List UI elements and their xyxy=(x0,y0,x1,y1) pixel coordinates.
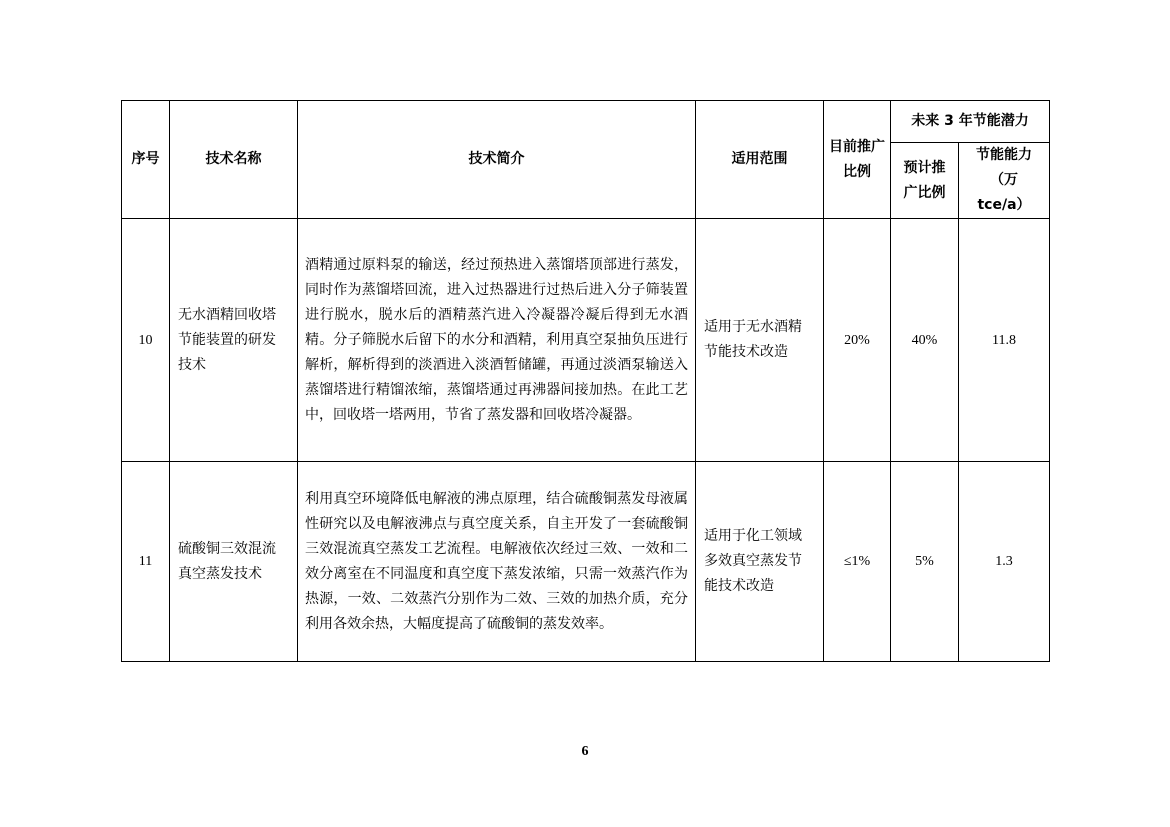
header-intro: 技术简介 xyxy=(298,101,696,219)
row-expected-ratio: 5% xyxy=(891,462,959,662)
table-row xyxy=(122,462,1050,662)
page-number: 6 xyxy=(581,744,589,759)
row-seq: 11 xyxy=(122,462,170,662)
row-current-ratio: ≤1% xyxy=(824,462,891,662)
row-seq: 10 xyxy=(122,219,170,462)
row-capacity: 1.3 xyxy=(959,462,1050,662)
header-name: 技术名称 xyxy=(170,101,298,219)
header-seq: 序号 xyxy=(122,101,170,219)
row-scope: 适用于无水酒精节能技术改造 xyxy=(696,219,824,462)
row-expected-ratio: 40% xyxy=(891,219,959,462)
row-scope: 适用于化工领域多效真空蒸发节能技术改造 xyxy=(696,462,824,662)
table-row xyxy=(122,219,1050,462)
header-current-ratio: 目前推广比例 xyxy=(824,101,891,219)
header-expected-ratio: 预计推广比例 xyxy=(891,143,959,219)
header-future-group: 未来 3 年节能潜力 xyxy=(891,101,1050,143)
row-current-ratio: 20% xyxy=(824,219,891,462)
row-capacity: 11.8 xyxy=(959,219,1050,462)
row-tech-name: 无水酒精回收塔节能装置的研发技术 xyxy=(170,219,298,462)
technology-table xyxy=(121,100,1050,662)
header-capacity: 节能能力（万 tce/a） xyxy=(959,143,1050,219)
header-row-top xyxy=(122,101,1050,143)
row-tech-intro: 酒精通过原料泵的输送，经过预热进入蒸馏塔顶部进行蒸发，同时作为蒸馏塔回流，进入过热器进行过热后进入分子筛装置进行脱水，脱水后的酒精蒸汽进入冷凝器冷凝后得到无水酒精。分子筛脱水后留下的水分和酒精，利用真空泵抽负压进行解析，解析得到的淡酒进入淡酒暂储罐，再通过淡酒泵输送入蒸馏塔进行精馏浓缩，蒸馏塔通过再沸器间接加热。在此工艺中，回收塔一塔两用，节省了蒸发器和回收塔冷凝器。 xyxy=(298,219,696,462)
row-tech-name: 硫酸铜三效混流真空蒸发技术 xyxy=(170,462,298,662)
row-tech-intro: 利用真空环境降低电解液的沸点原理，结合硫酸铜蒸发母液属性研究以及电解液沸点与真空度关系，自主开发了一套硫酸铜三效混流真空蒸发工艺流程。电解液依次经过三效、一效和二效分离室在不同温度和真空度下蒸发浓缩，只需一效蒸汽作为热源，一效、二效蒸汽分别作为二效、三效的加热介质，充分利用各效余热，大幅度提高了硫酸铜的蒸发效率。 xyxy=(298,462,696,662)
header-scope: 适用范围 xyxy=(696,101,824,219)
